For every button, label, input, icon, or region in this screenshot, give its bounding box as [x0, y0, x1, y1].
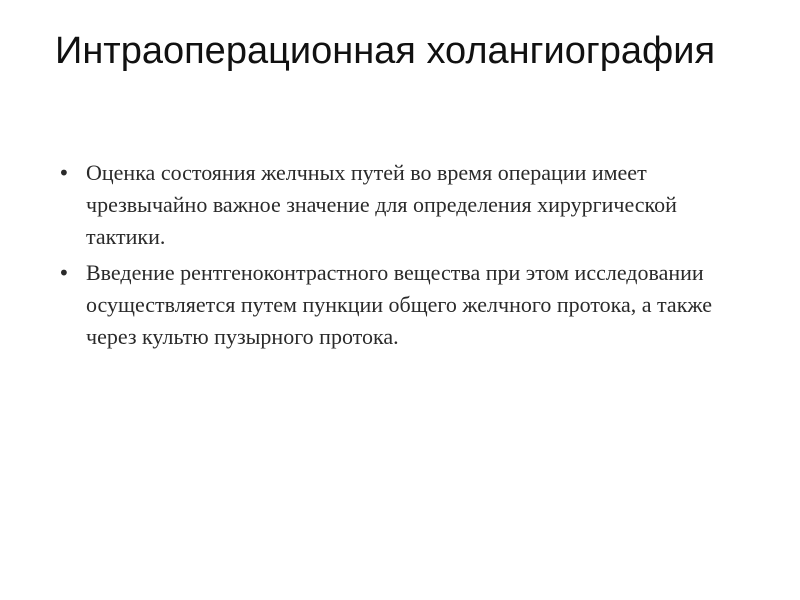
bullet-text: Оценка состояния желчных путей во время операции имеет чрезвычайно важное значение для определения хирургической тактики.	[86, 160, 677, 249]
bullet-marker-icon: •	[58, 261, 70, 285]
bullet-list	[58, 157, 738, 357]
slide-title: Интраоперационная холангиография	[55, 30, 716, 72]
bullet-item	[58, 157, 738, 253]
bullet-item	[58, 257, 738, 353]
bullet-marker-icon: •	[58, 161, 70, 185]
bullet-text: Введение рентгеноконтрастного вещества при этом исследовании осуществляется путем пункции общего желчного протока, а также через культю пузырного протока.	[86, 260, 713, 349]
